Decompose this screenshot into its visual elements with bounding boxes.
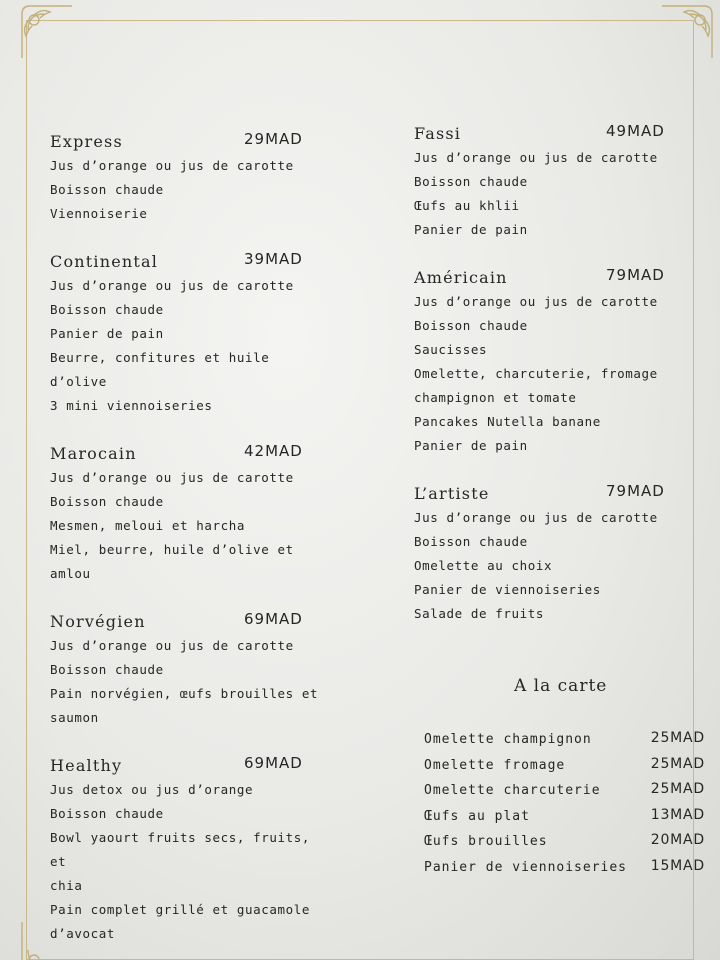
menu-price: 79MAD: [606, 482, 665, 500]
menu-item: Panier de pain: [414, 222, 528, 237]
menu-header: [46, 440, 326, 466]
menu-item: Beurre, confitures et huile d’olive: [50, 350, 270, 389]
menu-block: [410, 480, 700, 626]
menu-header: [46, 248, 326, 274]
menu-item: Boisson chaude: [414, 534, 528, 549]
carte-item-price: 15MAD: [650, 857, 705, 874]
menu-items: [46, 778, 326, 946]
menu-item: Boisson chaude: [50, 182, 164, 197]
a-la-carte-list: [424, 728, 709, 881]
carte-item-name: Œufs brouilles: [424, 834, 548, 849]
menu-title: Fassi: [414, 124, 462, 143]
menu-item: 3 mini viennoiseries: [50, 398, 213, 413]
carte-item-name: Omelette charcuterie: [424, 783, 601, 798]
menu-title: Marocain: [50, 444, 137, 463]
carte-row: [424, 728, 709, 754]
menu-items: [46, 634, 326, 730]
menu-item: Boisson chaude: [414, 174, 528, 189]
menu-item: saumon: [50, 710, 99, 725]
menu-item: chia: [50, 878, 83, 893]
menu-item: Panier de viennoiseries: [414, 582, 601, 597]
carte-item-price: 25MAD: [650, 755, 705, 772]
carte-item-price: 25MAD: [650, 781, 705, 797]
menu-item: Jus detox ou jus d’orange: [50, 782, 254, 797]
carte-item-name: Omelette champignon: [424, 732, 592, 747]
menu-item: Miel, beurre, huile d’olive et amlou: [50, 542, 294, 581]
menu-block: [46, 440, 326, 586]
menu-block: [410, 120, 700, 242]
menu-item: Boisson chaude: [50, 806, 164, 821]
carte-row: [424, 779, 709, 805]
menu-item: Bowl yaourt fruits secs, fruits, et: [50, 830, 311, 869]
menu-item: champignon et tomate: [414, 390, 577, 405]
corner-ornament-icon: [660, 0, 720, 60]
menu-title: Express: [50, 132, 123, 151]
menu-item: Saucisses: [414, 342, 488, 357]
menu-header: [46, 752, 326, 778]
menu-item: Jus d’orange ou jus de carotte: [50, 278, 294, 293]
menu-items: [410, 290, 700, 458]
menu-item: Pancakes Nutella banane: [414, 414, 601, 429]
menu-item: Boisson chaude: [50, 494, 164, 509]
right-menu-column: [410, 120, 700, 648]
carte-item-price: 20MAD: [650, 832, 705, 848]
menu-price: 42MAD: [244, 442, 303, 460]
menu-item: Pain complet grillé et guacamole: [50, 902, 311, 917]
menu-price: 69MAD: [244, 610, 303, 628]
carte-row: [424, 805, 709, 831]
menu-title: L’artiste: [414, 484, 490, 503]
menu-title: Norvégien: [50, 612, 146, 631]
menu-block: [410, 264, 700, 458]
menu-item: Panier de pain: [414, 438, 528, 453]
menu-title: Américain: [414, 268, 508, 287]
menu-item: Jus d’orange ou jus de carotte: [414, 150, 658, 165]
carte-row: [424, 830, 709, 856]
menu-items: [46, 466, 326, 586]
corner-ornament-icon: [14, 0, 74, 60]
menu-block: [46, 248, 326, 418]
menu-item: Jus d’orange ou jus de carotte: [50, 638, 294, 653]
menu-header: [410, 120, 700, 146]
menu-price: 79MAD: [606, 266, 665, 284]
menu-header: [46, 128, 326, 154]
menu-header: [46, 608, 326, 634]
carte-item-price: 13MAD: [650, 806, 705, 823]
menu-title: Continental: [50, 252, 159, 271]
menu-item: Boisson chaude: [50, 302, 164, 317]
menu-price: 69MAD: [244, 754, 303, 772]
left-menu-column: [46, 128, 326, 960]
menu-item: Omelette, charcuterie, fromage: [414, 366, 658, 381]
menu-items: [46, 154, 326, 226]
menu-items: [410, 506, 700, 626]
menu-price: 39MAD: [244, 250, 303, 268]
carte-item-name: Omelette fromage: [424, 757, 566, 773]
menu-item: Jus d’orange ou jus de carotte: [414, 294, 658, 309]
menu-title: Healthy: [50, 756, 123, 775]
carte-row: [424, 754, 709, 780]
menu-item: Œufs au khlii: [414, 198, 520, 213]
carte-item-name: Panier de viennoiseries: [424, 859, 628, 875]
menu-header: [410, 480, 700, 506]
carte-row: [424, 856, 709, 882]
menu-block: [46, 752, 326, 946]
menu-item: Boisson chaude: [50, 662, 164, 677]
menu-header: [410, 264, 700, 290]
a-la-carte-title: A la carte: [514, 676, 608, 696]
menu-item: Viennoiserie: [50, 206, 148, 221]
menu-item: Jus d’orange ou jus de carotte: [50, 470, 294, 485]
menu-item: Jus d’orange ou jus de carotte: [50, 158, 294, 173]
menu-block: [46, 608, 326, 730]
carte-item-price: 25MAD: [650, 730, 705, 746]
menu-item: Boisson chaude: [414, 318, 528, 333]
menu-item: Omelette au choix: [414, 558, 553, 573]
menu-item: Panier de pain: [50, 326, 164, 341]
carte-item-name: Œufs au plat: [424, 808, 530, 824]
menu-item: Pain norvégien, œufs brouilles et: [50, 686, 319, 701]
menu-item: Jus d’orange ou jus de carotte: [414, 510, 658, 525]
menu-item: Mesmen, meloui et harcha: [50, 518, 246, 533]
menu-price: 29MAD: [244, 130, 303, 148]
menu-items: [46, 274, 326, 418]
menu-item: Salade de fruits: [414, 606, 545, 621]
menu-item: d’avocat: [50, 926, 116, 941]
menu-block: [46, 128, 326, 226]
menu-items: [410, 146, 700, 242]
menu-price: 49MAD: [606, 122, 665, 140]
